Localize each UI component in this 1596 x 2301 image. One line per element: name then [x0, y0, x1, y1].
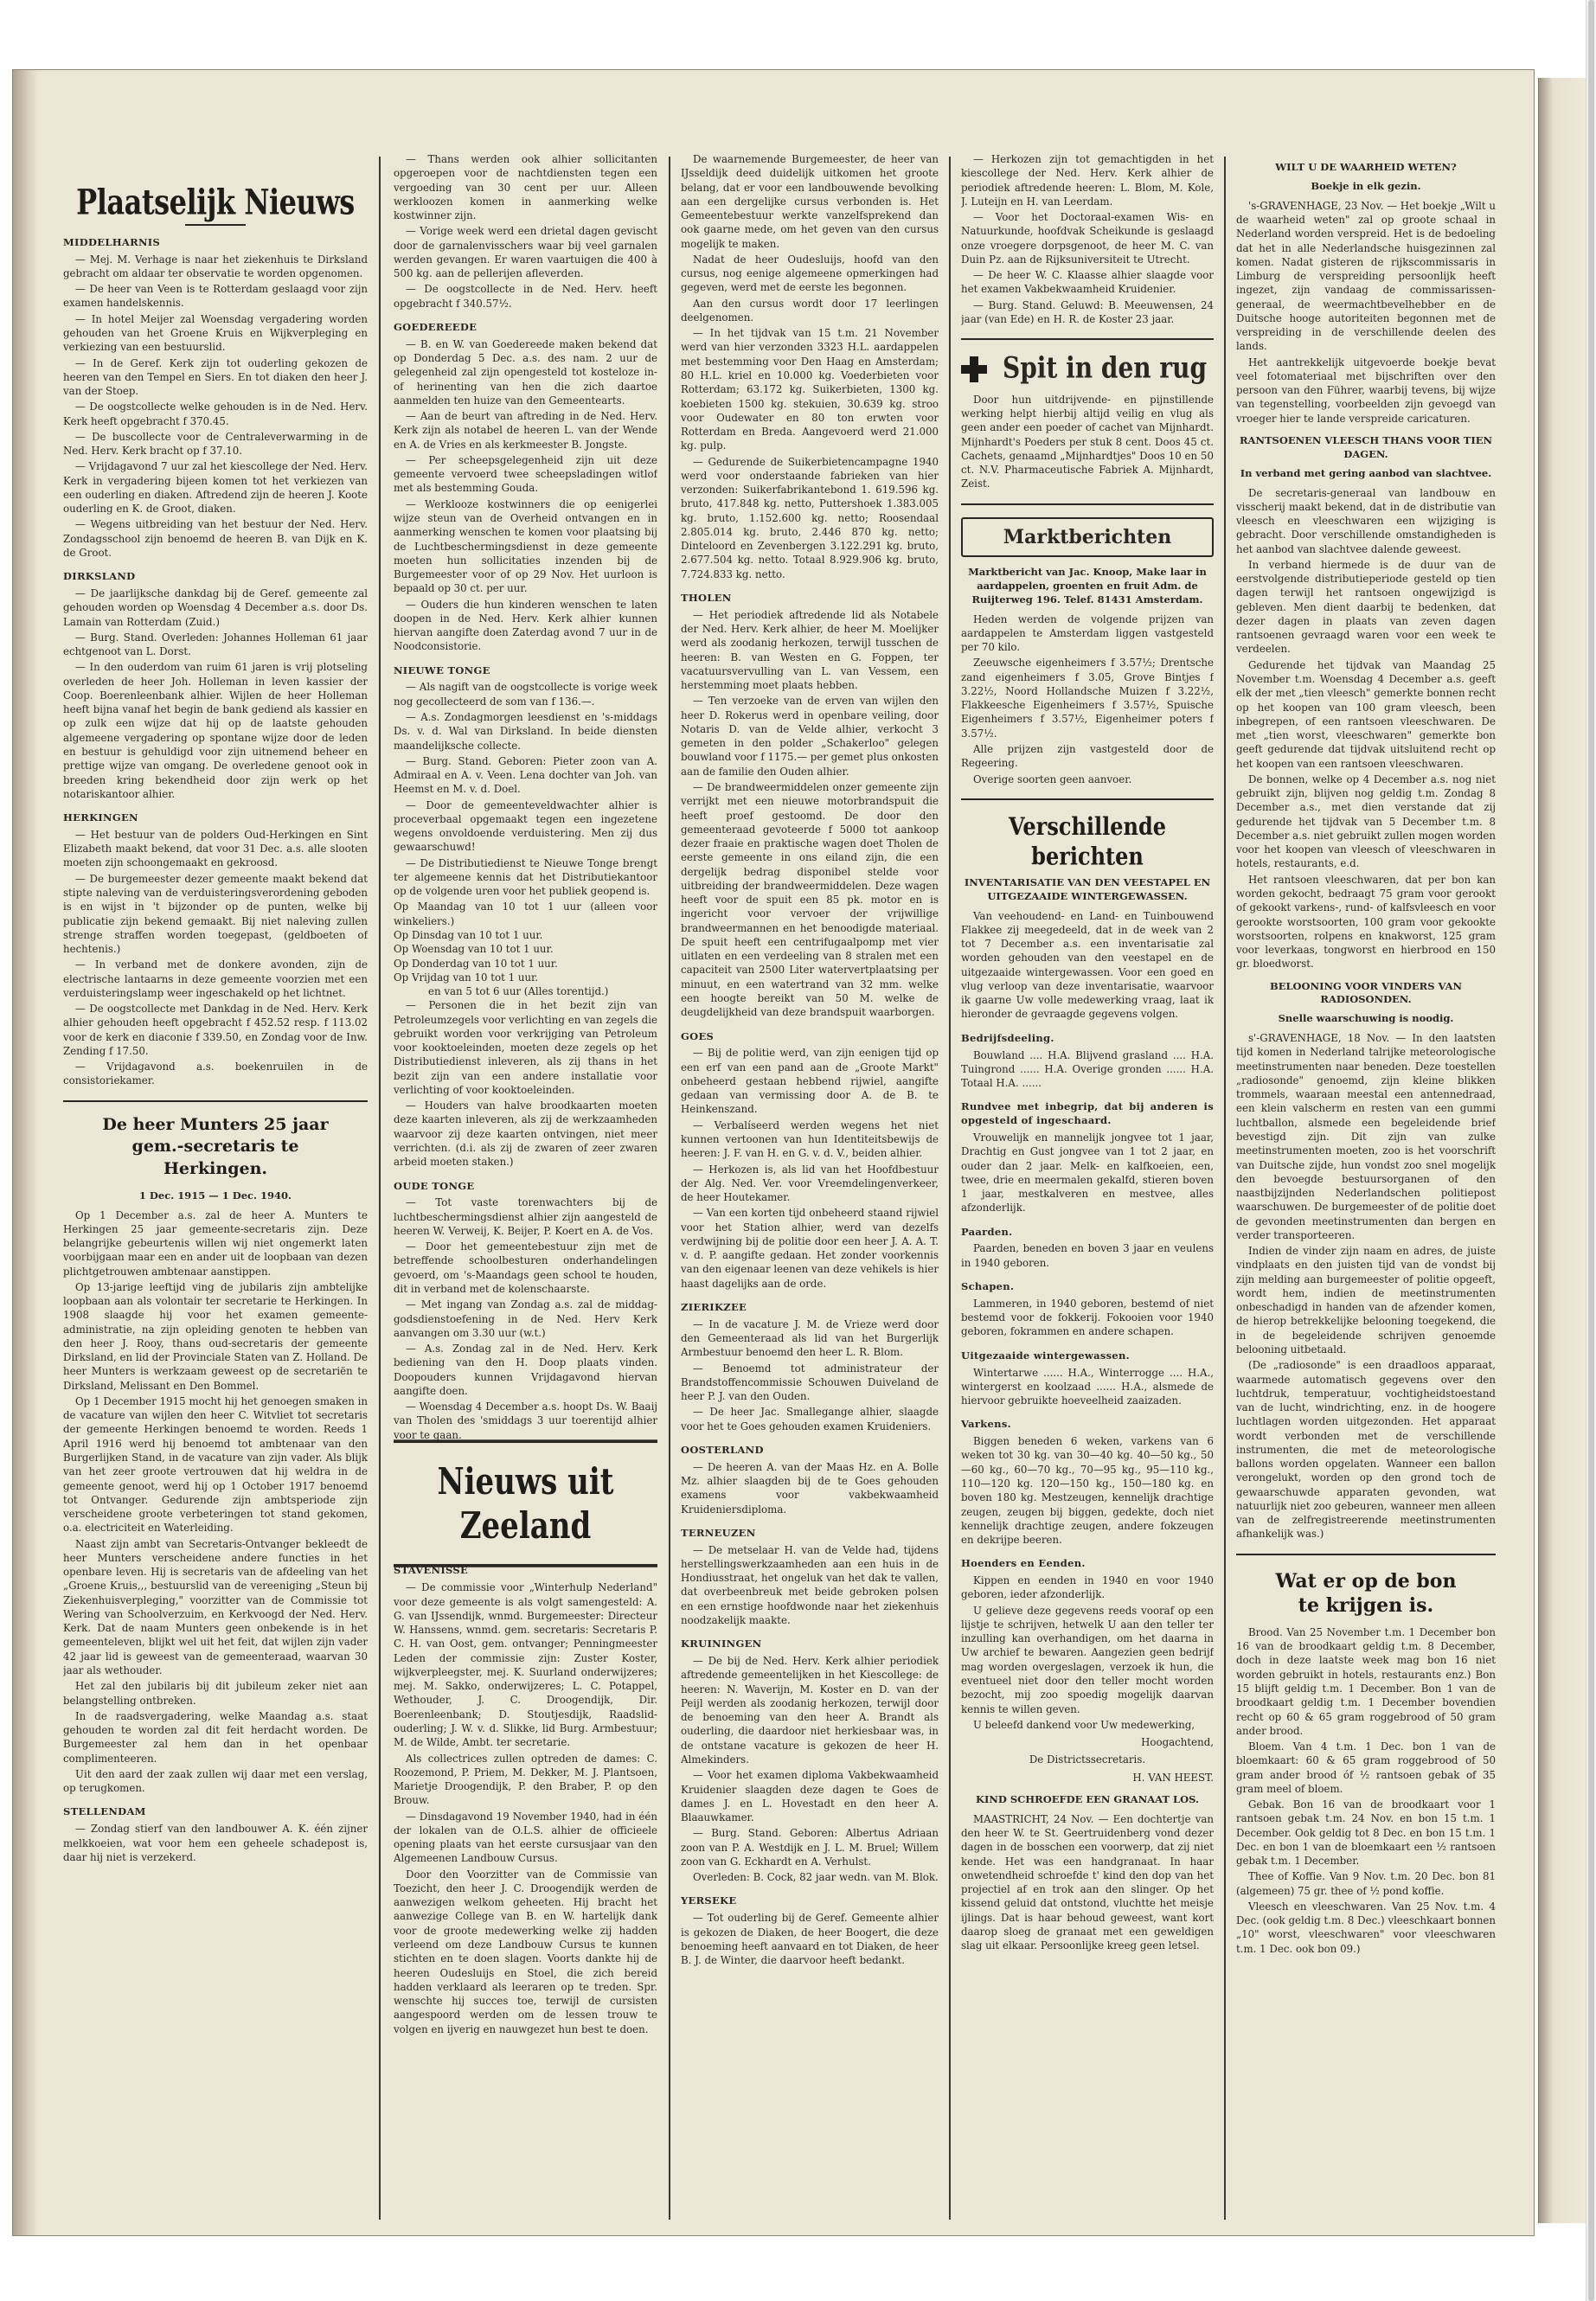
news-item: — In hotel Meijer zal Woensdag vergadering worden gehouden van het Groene Kruis en Wijkverpleging en verkiezing van een bestuurslid. [63, 312, 368, 354]
news-item: — In den ouderdom van ruim 61 jaren is vrij plotseling overleden de heer Joh. Holleman in leven kassier der Coop. Boerenleenbank alhier. Wijlen de heer Holleman heeft bijna vanaf het begin de bank gediend als kassier en op zulk een wijze dat hij op de laatste gehouden algemeene vergadering op spontane wijze door de leden en bestuur is gehuldigd voor zijn uitnemend beheer en prettige wijze van omgang. De overledene genoot ook in breeden kring bekendheid door zijn werk op het notariskantoor alhier. [63, 661, 368, 800]
office-hours-line: en van 5 tot 6 uur (Alles torentijd.) [428, 985, 609, 998]
news-item: — Met ingang van Zondag a.s. zal de middag-godsdienstoefening in de Ned. Herv Kerk aanvangen om 3.30 uur (w.t.) [394, 1298, 657, 1339]
section-title-plaatselijk-nieuws: Plaatselijk Nieuws [76, 182, 355, 223]
news-item: — De burgemeester dezer gemeente maakt bekend dat stipte naleving van de verduisteringsverordening geboden is en wijst in 't bijzonder op de punten, welke bij publicatie zijn bekend gemaakt. Bij niet naleving zullen strenge straffen worden toegepast, (geldboeten of hechtenis.) [63, 872, 368, 956]
headline-line: De heer Munters 25 jaar [102, 1114, 329, 1134]
article-paragraph: Het aantrekkelijk uitgevoerde boekje bevat veel fotomateriaal met bijschriften over den persoon van den Führer, waarbij tevens, bij wijze van tegenstelling, voorbeelden zijn gevoegd van vroeger hier te lande verspreide caricaturen. [1236, 356, 1496, 425]
news-item: — Benoemd tot administrateur der Brandstoffencommissie Schouwen Duiveland de heer P. J. van den Ouden. [681, 1362, 939, 1403]
article-paragraph: Op 1 December a.s. zal de heer A. Munters te Herkingen 25 jaar gemeente-secretaris zijn. Deze belangrijke gebeurtenis willen wij niet ongemerkt laten voorbijgaan maar een en ander uit de loopbaan van dezen plichtgetrouwen ambtenaar aanstippen. [63, 1208, 368, 1278]
place-heading: GOEDEREEDE [394, 320, 478, 333]
office-hours-line: Op Woensdag van 10 tot 1 uur. [394, 943, 554, 956]
news-item: — Vrijdagavond 7 uur zal het kiescollege der Ned. Herv. Kerk in vergadering bijeen komen tot het verkiezen van een ouderling en diaken. Aftredend zijn de heeren J. Koote ouderling en K. de Groot, diaken. [63, 460, 368, 516]
place-heading: MIDDELHARNIS [63, 235, 161, 248]
place-heading: OUDE TONGE [394, 1179, 475, 1192]
news-item: — Wegens uitbreiding van het bestuur der Ned. Herv. Zondagsschool zijn benoemd de heeren B. van Dijk en K. de Groot. [63, 518, 368, 559]
news-item: — De bij de Ned. Herv. Kerk alhier periodiek aftredende gemeentelijken in het Kiescollege: de heeren: N. Waverijn, M. Koster en D. van der Peijl werden als zoodanig herkozen, terwijl door de benoeming van den heer A. Brandt als ouderling, die daardoor niet herkiesbaar was, in de ontstane vacature is gekozen de heer H. Almekinders. [681, 1655, 939, 1766]
article-dates: 1 Dec. 1915 — 1 Dec. 1940. [138, 1189, 292, 1202]
news-item: — In verband met de donkere avonden, zijn de electrische lantaarns in deze gemeente voorzien met een verduisteringslamp weer ingeschakeld op het lichtnet. [63, 958, 368, 999]
news-item: De waarnemende Burgemeester, de heer van IJsseldijk deed duidelijk uitkomen het groote belang, dat er voor een landbouwende bevolking aan een dergelijke cursus verbonden is. Het Gemeentebestuur werkte vanzelfsprekend dan ook gaarne mede, om het geven van den cursus mogelijk te maken. [681, 153, 939, 250]
article-subheadline: Snelle waarschuwing is noodig. [1278, 1012, 1454, 1025]
place-heading: KRUININGEN [681, 1638, 762, 1650]
column-3 [681, 152, 939, 2224]
news-item: — De heeren A. van der Maas Hz. en A. Bolle Mz. alhier slaagden bij de te Goes gehouden examens voor vakbekwaamheid Kruideniersdiploma. [681, 1460, 939, 1516]
column-rule [1224, 157, 1226, 2220]
news-item: — Vrijdagavond a.s. boekenruilen in de consistoriekamer. [63, 1061, 368, 1087]
page-binding-shadow [13, 70, 39, 2235]
news-item: — De commissie voor „Winterhulp Nederland" voor deze gemeente is als volgt samengesteld: A. G. van IJssendijk, wnmd. Burgemeester: Directeur W. Hanssens, wnmd. gem. secretaris: Secretaris P. C. H. van Oost, gem. ontvanger; Penningmeester Leden der commissie zijn: Zuster Koster, wijkverpleegster, mej. K. Suurland onderwijzeres; mej. M. Sakko, onderwijzeres; L. C. Potappel, Wethouder, J. C. Droogendijk, Dir. Boerenleenbank; D. Stoutjesdijk, Raadslid-ouderling; J. W. v. d. Slikke, lid Burg. Armbestuur; M. de Wilde, Ambt. ter secretarie. [394, 1581, 657, 1749]
news-item: — De Distributiedienst te Nieuwe Tonge brengt ter algemeene kennis dat het Distributiekantoor op de volgende uren voor het publiek geopend is. [394, 856, 657, 898]
pharmacy-cross-icon [961, 356, 987, 382]
news-item: — In de vacature J. M. de Vrieze werd door den Gemeenteraad als lid van het Burgerlijk Armbestuur benoemd den heer L. R. Blom. [681, 1317, 939, 1359]
place-heading: OOSTERLAND [681, 1443, 764, 1456]
column-rule [669, 157, 670, 2220]
subheading: Uitgezaaide wintergewassen. [961, 1349, 1130, 1362]
article-paragraph: De secretaris-generaal van landbouw en visscherij maakt bekend, dat in de distributie van vleesch en vleeschwaren een wijziging is gebracht. Door verschillende omstandigheden is het aanbod van slachtvee dalende geweest. [1236, 486, 1496, 555]
column-2 [394, 152, 657, 2224]
news-item: — Tot ouderling bij de Geref. Gemeente alhier is gekozen de Diaken, de heer Boogert, die deze benoeming heeft aanvaard en tot Diaken, de heer B. J. de Winter, die daarvoor heeft bedankt. [681, 1912, 939, 1967]
article-paragraph: Uit den aard der zaak zullen wij daar met een verslag, op terugkomen. [63, 1767, 368, 1795]
column-rule [379, 157, 381, 2220]
market-prices: Zeeuwsche eigenheimers f 3.57½; Drentsche zand eigenheimers f 3.05, Grove Bintjes f 3.22½, Noord Hollandsche Muizen f 3.22½, Flakkeesche Eigenheimers f 3.57½, Spuische Eigenheimers f 3.57½, Eigenheimer poters f 3.57½. [961, 657, 1214, 740]
article-paragraph: U gelieve deze gegevens reeds vooraf op een lijstje te schrijven, hetwelk U aan den teller ter inzulling kan overhandigen, om het daarna in Uw archief te bewaren. Aangezien geen bedrijf mag worden overgeslagen, verzoek ik hun, die eventueel niet door den teller mocht worden bezocht, mij zoo spoedig mogelijk daarvan kennis te willen geven. [961, 1604, 1214, 1715]
article-subheadline: Boekje in elk gezin. [1311, 179, 1421, 192]
advertisement-title: Spit in den rug [1003, 350, 1208, 386]
ration-item: Brood. Van 25 November t.m. 1 December bon 16 van de broodkaart geldig t.m. 8 December, doch in deze laatste week mag bon 16 niet worden gebruikt in hotels, restaurants enz.) Bon 15 blijft geldig t.m. 1 December. Bon 1 van de broodkaart geldig t.m. 1 December bovendien recht op 60 & 65 gram roggebrood of 50 gram ander brood. [1236, 1625, 1496, 1737]
subheading: Schapen. [961, 1280, 1015, 1292]
news-item: — Dinsdagavond 19 November 1940, had in één der lokalen van de O.L.S. alhier de officieele opening plaats van het eerste cursusjaar van den Algemeenen Landbouw Cursus. [394, 1810, 657, 1865]
section-divider [961, 338, 1214, 340]
article-paragraph: Naast zijn ambt van Secretaris-Ontvanger bekleedt de heer Munters verscheidene andere functies in het openbare leven. Hij is secretaris van de afdeeling van het „Groene Kruis,,, bestuurslid van de vereeniging „Steun bij Ziekenhuisverpleging," voorzitter van de Commissie tot Wering van Schoolverzuim, en Kerkvoogd der Ned. Herv. Kerk. Dat de naam Munters geen onbekende is in het gemeenteleven, blijkt wel uit het feit, dat wijlen zijn vader 42 jaar lid is geweest van de gemeenteraad, waarvan 30 jaar als wethouder. [63, 1537, 368, 1676]
title-underline [185, 224, 246, 226]
news-item: — Houders van halve broodkaarten moeten deze kaarten inleveren, als zij de werkzaamheden waarvoor zij deze kaarten ontvingen, niet meer verrichten. (d.i. als zij de zwaren of zeer zwaren arbeid moeten staken.) [394, 1099, 657, 1169]
office-hours-line: Op Maandag van 10 tot 1 uur (alleen voor winkeliers.) [394, 901, 657, 927]
article-paragraph: De bonnen, welke op 4 December a.s. nog niet gebruikt zijn, blijven nog geldig t.m. Zondag 8 December a.s., met dien verstande dat zij gedurende het tijdvak van 5 December t.m. 8 December a.s. niet gebruikt zullen mogen worden voor het koopen van vleesch of vleeschwaren in hotels, restaurants, e.d. [1236, 772, 1496, 870]
place-heading: GOES [681, 1029, 715, 1042]
article-headline: WILT U DE WAARHEID WETEN? [1275, 161, 1457, 173]
place-heading: DIRKSLAND [63, 570, 136, 583]
article-paragraph: Biggen beneden 6 weken, varkens van 6 weken tot 30 kg. van 30—40 kg. 40—50 kg., 50—60 kg., 60—70 kg., 70—95 kg., 95—110 kg., 110—120 kg. 120—150 kg., 150—180 kg. en boven 180 kg. Mestzeugen, kennelijk drachtige zeugen, zeugen bij biggen, gedekte, doch niet kennelijk drachtige zeugen, andere fokzeugen en dekrijpe beeren. [961, 1435, 1214, 1547]
headline-line: te krijgen is. [1298, 1594, 1434, 1618]
news-item: — A.s. Zondag zal in de Ned. Herv. Kerk bediening van den H. Doop plaats vinden. Doopouders kunnen Vrijdagavond hiervan aangifte doen. [394, 1343, 657, 1397]
subheading: Hoenders en Eenden. [961, 1557, 1086, 1570]
article-paragraph: 's-GRAVENHAGE, 23 Nov. — Het boekje „Wilt u de waarheid weten" zal op groote schaal in Nederland worden verspreid. Het is de bedoeling dat het in alle Nederlandsche huisgezinnen zal komen. Nadat gisteren de rijkscommissaris in Limburg de verspreiding persoonlijk heeft ingezet, zijn vandaag de commissarissen-generaal, de weermachtbevelhebber en de Duitsche hooge autoriteiten begonnen met de verspreiding in de verschillende deelen des lands. [1236, 199, 1496, 353]
article-paragraph: In de raadsvergadering, welke Maandag a.s. staat gehouden te worden zal dit feit herdacht worden. De Burgemeester zal hem dan in het openbaar complimenteeren. [63, 1709, 368, 1765]
advertisement-text: Door hun uitdrijvende- en pijnstillende werking helpt hierbij altijd veilig en vlug als geen ander een poeder of cachet van Mijnhardt. Mijnhardt's Poeders per stuk 8 cent. Doos 45 ct. Cachets, genaamd „Mijnhardtjes" Doos 10 en 50 ct. N.V. Pharmaceutische Fabriek A. Mijnhardt, Zeist. [961, 393, 1214, 490]
market-text: Heden werden de volgende prijzen van aardappelen te Amsterdam liggen vastgesteld per 70 kilo. [961, 612, 1214, 654]
news-item: — Burg. Stand. Geboren: Albertus Adriaan zoon van P. A. Westdijk en J. L. M. Bruel; Willem zoon van G. Eckhardt en A. Verhulst. [681, 1827, 939, 1868]
news-item: — Burg. Stand. Overleden: Johannes Holleman 61 jaar echtgenoot van L. Dorst. [63, 631, 368, 658]
article-paragraph: Op 1 December 1915 mocht hij het genoegen smaken in de vacature van wijlen den heer C. Witvliet tot secretaris der gemeente Herkingen benoemd te worden. Reeds 1 April 1916 werd hij benoemd tot ambtenaar van den Burgerlijken Stand, in de vacature van zijn vader. Als blijk van het zeer groote vertrouwen dat hij weldra in de gemeente genoot, werd hij op 1 October 1917 benoemd tot Ontvanger. Gedurende zijn ambtsperiode zijn verscheidene groote verbeteringen tot stand gekomen, o.a. electriciteit en Waterleiding. [63, 1394, 368, 1535]
article-paragraph: Lammeren, in 1940 geboren, bestemd of niet bestemd voor de fokkerij. Fokooien voor 1940 geboren, fokrammen en andere schapen. [961, 1297, 1214, 1338]
news-item: — In de Geref. Kerk zijn tot ouderling gekozen de heeren van den Tempel en Siers. En tot diaken den heer J. van der Stoep. [63, 356, 368, 398]
article-paragraph: Het rantsoen vleeschwaren, dat per bon kan worden gekocht, bedraagt 75 gram voor gerookt of gekookt varkens-, rund- of kalfsvleesch en voor gerookte worstsoorten, 100 gram voor gekookte worstsoorten, rolpens en knakworst, 125 gram voor leverkaas, tongworst en hierbrood en 150 gr. bloedworst. [1236, 873, 1496, 971]
news-item: — De brandweermiddelen onzer gemeente zijn verrijkt met een nieuwe motorbrandspuit die heeft proef gestoomd. De door den gemeenteraad gevoteerde f 5000 tot aankoop dezer fraaie en praktische wagen doet Tholen de eerste gemeente in ons eiland zijn, die een dergelijk bedrag disponibel stelde voor uitbreiding der brandweermiddelen. Deze wagen heeft voor de spuit een 85 pk. motor en is ingericht voor vervoer der vrijwillige brandweermannen en het benoodigde materiaal. De spuit heeft een centrifugaalpomp met vier uitlaten en een verdeeling van 8 stralen met een capaciteit van 2500 Liter watervertplaatsing per minuut, en een watertrand van 32 mm. welke een hoogte bereikt van 50 M. welke de deugdelijkheid van deze brandspuit waarborgen. [681, 781, 939, 1019]
place-heading: ZIERIKZEE [681, 1300, 747, 1313]
news-item: — Ouders die hun kinderen wenschen te laten doopen in de Ned. Herv. Kerk alhier kunnen hiervan aangifte doen Zaterdag avond 7 uur in de Noodconsistorie. [394, 598, 657, 653]
news-item: — De heer Jac. Smallegange alhier, slaagde voor het te Goes gehouden examen Kruideniers. [681, 1406, 939, 1433]
article-paragraph: Wintertarwe ...... H.A., Winterrogge .... H.A., wintergerst en koolzaad ...... H.A., alsmede de hiervoor gebruikte hoeveelheid zaaizaden. [961, 1366, 1214, 1407]
news-item: — De jaarlijksche dankdag bij de Geref. gemeente zal gehouden worden op Woensdag 4 December a.s. door Ds. Lamain van Rotterdam (Zuid.) [63, 587, 368, 628]
news-item: — De oogstcollecte welke gehouden is in de Ned. Herv. Kerk heeft opgebracht f 370.45. [63, 401, 368, 427]
advertisement-header [961, 352, 1214, 386]
article-subheadline: In verband met gering aanbod van slachtvee. [1240, 466, 1492, 479]
news-item: — Als nagift van de oogstcollecte is vorige week nog gecollecteerd de som van f 136.—. [394, 681, 657, 708]
article-paragraph: s'-GRAVENHAGE, 18 Nov. — In den laatsten tijd komen in Nederland talrijke meteorologische meetinstrumenten naar beneden. Deze toestellen „radiosonde" genoemd, zijn kleine blikken trommels, waaraan meestal een antennedraad, een klein valscherm en resten van een gummi luchtballon, alsmede een begeleidende brief bevestigd zijn. Dit zijn van zulke meetinstrumenten moeten, zoo is het voorschrift van Duitsche zijde, hun vondst zoo snel mogelijk den bevoegde bestuursorganen of den naastbijzijnden Nederlandschen politiepost waarschuwen. De burgemeester of de politie doet de gevonden meetinstrumenten dan bergen en verder transporteeren. [1236, 1032, 1496, 1241]
news-item: — De metselaar H. van de Velde had, tijdens herstellingswerkzaamheden aan een huis in de Hondiusstraat, het ongeluk van het dak te vallen, dat overbeenbreuk met beide gebroken polsen en een ernstige hoofdwonde naar het ziekenhuis noodzakelijk maakte. [681, 1543, 939, 1626]
news-item: — Tot vaste torenwachters bij de luchtbeschermingsdienst alhier zijn aangesteld de heeren W. Verweij, K. Beijer, P. Koert en A. de Vos. [394, 1196, 657, 1237]
article-paragraph: Indien de vinder zijn naam en adres, de juiste vindplaats en den juisten tijd van de vondst bij zijn melding aan burgemeester of politie opgeeft, wordt hem, indien de meetinstrumenten onbeschadigd in handen van de afzender komen, de hierop betrekkelijke belooning toegekend, die in de begeleidende schrijven genoemde belooning uitbetaald. [1236, 1245, 1496, 1356]
signature-name: H. VAN HEEST. [1132, 1771, 1214, 1784]
place-heading: THOLEN [681, 591, 732, 604]
section-title-wat-er-op-de-bon [1236, 1569, 1496, 1618]
signature-line: Hoogachtend, [1141, 1736, 1214, 1749]
news-item: — A.s. Zondagmorgen leesdienst en 's-middags Ds. v. d. Wal van Dirksland. In beide diensten maandelijksche collecte. [394, 711, 657, 752]
news-item: — Door het gemeentebestuur zijn met de betreffende schoolbesturen onderhandelingen gevoerd, om 's-Maandags geen school te houden, dit in verband met de kolenschaarste. [394, 1240, 657, 1295]
subheading: Bedrijfsdeeling. [961, 1031, 1054, 1044]
news-item: — Voor het examen diploma Vakbekwaamheid Kruidenier slaagden deze dagen te Goes de dames J. en L. Hovestadt en den heer A. Blaauwkamer. [681, 1769, 939, 1824]
news-item: — Verbalíseerd werden wegens het niet kunnen vertoonen van hun Identiteitsbewijs de heeren: J. F. van H. en G. v. d. V., beiden alhier. [681, 1118, 939, 1160]
news-item: — Vorige week werd een drietal dagen gevischt door de garnalenvisschers waar bij veel garnalen werden gevangen. Er waren vaartuigen die 400 à 500 kg. aan de pellerijen afleverden. [394, 225, 657, 280]
adjacent-page-edge [1538, 78, 1586, 2223]
column-rule [949, 157, 951, 2220]
place-heading: STELLENDAM [63, 1805, 146, 1818]
article-paragraph: Bouwland .... H.A. Blijvend grasland .... H.A. Tuingrond ...... H.A. Overige gronden ...... H.A. Totaal H.A. ...... [961, 1048, 1214, 1090]
article-paragraph: Het zal den jubilaris bij dit jubileum zeker niet aan belangstelling ontbreken. [63, 1680, 368, 1707]
news-item: Nadat de heer Oudesluijs, hoofd van den cursus, nog eenige algemeene opmerkingen had gegeven, werd met de eerste les begonnen. [681, 253, 939, 294]
news-item: — Burg. Stand. Geluwd: B. Meeuwensen, 24 jaar (van Ede) en H. R. de Koster 23 jaar. [961, 298, 1214, 325]
news-item: — De oogstcollecte met Dankdag in de Ned. Herv. Kerk alhier gehouden heeft opgebracht f 452.52 resp. f 113.02 voor de kerk en diaconie f 339.50, en Zondag voor de Inw. Zending f 17.50. [63, 1003, 368, 1057]
section-title-verschillende-berichten: Verschillende berichten [1008, 811, 1167, 871]
signature-line: De Districtssecretaris. [1029, 1753, 1146, 1766]
subheading: Rundvee met inbegrip, dat bij anderen is opgesteld of ingeschaard. [961, 1100, 1214, 1127]
article-paragraph: Van veehoudend- en Land- en Tuinbouwend Flakkee zij meegedeeld, dat in de week van 2 tot 7 December a.s. een inventarisatie zal worden gehouden van den veestapel en de uitgezaaide wintergewassen. Voor een goed en vlug verloop van deze inventarisatie, waarvoor ik gaarne Uw volle medewerking vraag, laat ik hieronder de gevraagde gegevens volgen. [961, 909, 1214, 1021]
column-1 [63, 152, 368, 2224]
article-headline: KIND SCHROEFDE EEN GRANAAT LOS. [975, 1792, 1200, 1805]
section-divider [961, 503, 1214, 505]
news-item: — De heer W. C. Klaasse alhier slaagde voor het examen Vakbekwaamheid Kruidenier. [961, 269, 1214, 296]
section-divider [1236, 1554, 1496, 1555]
news-item: — Woensdag 4 December a.s. hoopt Ds. W. Baaij van Tholen des 'smiddags 3 uur toerentijd alhier voor te gaan. [394, 1400, 657, 1441]
news-item: Als collectrices zullen optreden de dames: C. Roozemond, P. Priem, M. Dekker, M. J. Plantsoen, Marietje Droogendijk, P. den Braber, P. op den Brouw. [394, 1752, 657, 1807]
news-item: — Gedurende de Suikerbietencampagne 1940 werd voor onderstaande fabrieken van hier verzonden: Suikerfabrikantebond 1. 619.596 kg. bruto, 417.848 kg. netto, Puttershoek 1.383.005 kg. bruto, 1.152.600 kg. netto; Roosendaal 2.805.014 kg. bruto, 2.446 870 kg. netto; Dinteloord en Zevenbergen 3.122.291 kg. bruto, 2.677.504 kg. netto. Totaal 8.929.906 kg. bruto, 7.724.833 kg. netto. [681, 455, 939, 580]
place-heading: TERNEUZEN [681, 1526, 756, 1539]
article-paragraph: Gedurende het tijdvak van Maandag 25 November t.m. Woensdag 4 December a.s. geeft elk der met „tien vleesch" gemerkte bonnen recht op het koopen van 100 gram vleesch, been inbegrepen, of een rantsoen vleeschwaren. De met „tien worst, vleeschwaren" gemerkte bon geeft gedurende dat tijdvak uitsluitend recht op het koopen van een rantsoen vleeschwaren. [1236, 658, 1496, 770]
news-item: — Aan de beurt van aftreding in de Ned. Herv. Kerk zijn als notabel de heeren L. van der Wende en A. de Vries en als kerkmeester B. Jongste. [394, 410, 657, 451]
article-headline: INVENTARISATIE VAN DEN VEESTAPEL EN UITGEZAAIDE WINTERGEWASSEN. [964, 875, 1211, 902]
news-item: — Van een korten tijd onbeheerd staand rijwiel voor het Station alhier, werd van dezelfs verdwijning bij de politie door een heer J. A. A. T. v. d. P. aangifte gedaan. Het zonder voorkennis van den eigenaar leenen van deze vehikels is hier haast dagelijks aan de orde. [681, 1207, 939, 1290]
news-item: — Voor het Doctoraal-examen Wis- en Natuurkunde, hoofdvak Scheikunde is geslaagd onze vroegere dorpsgenoot, de heer M. C. van Duin Pz. aan de Rijksuniversiteit te Utrecht. [961, 211, 1214, 266]
article-headline: BELOONING VOOR VINDERS VAN RADIOSONDEN. [1269, 979, 1463, 1006]
news-item: — Mej. M. Verhage is naar het ziekenhuis te Dirksland gebracht om aldaar ter observatie te worden opgenomen. [63, 253, 368, 279]
scrollbar-thumb[interactable] [1588, 0, 1594, 2301]
news-item: Door den Voorzitter van de Commissie van Toezicht, den heer J. C. Droogendijk werden de aanwezigen welkom geheeten. Hij bracht het aanwezige College van B. en W. hartelijk dank voor de groote medewerking welke zij hadden verleend om deze Landbouw Cursus te kunnen stichten en te doen slagen. Voorts dankte hij de heeren Oudesluijs en Stoel, die zich bereid hadden verklaard als leeraren op te treden. Spr. wenschte hij succes toe, terwijl de cursisten aangespoord werden om de lessen trouw te volgen en ijverig en nauwgezet hun best te doen. [394, 1868, 657, 2035]
headline-line: Wat er op de bon [1275, 1569, 1457, 1593]
article-paragraph: Vrouwelijk en mannelijk jongvee tot 1 jaar, Drachtig en Gust jongvee van 1 tot 2 jaar, en ouder dan 2 jaar. Melk- en kalfkoeien, een, twee, drie en meermalen gekalfd, stieren boven 1 jaar, mestkalveren en mestvee, alles afzonderlijk. [961, 1131, 1214, 1215]
news-item: Overleden: B. Cock, 82 jaar wedn. van M. Blok. [693, 1871, 939, 1884]
news-item: — Ten verzoeke van de erven van wijlen den heer D. Rokerus werd in openbare veiling, door Notaris D. van de Velde alhier, verkocht 3 gemeten in den polder „Schakerloo" gelegen bouwland voor f 1175.— per gemet plus onkosten aan de familie den Ouden alhier. [681, 695, 939, 778]
news-item: — Werklooze kostwinners die op eenigerlei wijze steun van de Overheid ontvangen en in aanmerking wenschen te komen voor plaatsing bij de Luchtbeschermingsdienst in deze gemeente moeten hun sollicitaties inzenden bij de Burgemeester voor of op 29 Nov. Het uurloon is bepaald op 30 ct. per uur. [394, 497, 657, 595]
news-item: — Thans werden ook alhier sollicitanten opgeroepen voor de nachtdiensten tegen een vergoeding van 30 cent per uur. Alleen werkloozen komen in aanmerking welke kostwinner zijn. [394, 153, 657, 222]
news-item: — De oogstcollecte in de Ned. Herv. heeft opgebracht f 340.57½. [394, 283, 657, 310]
market-text: Overige soorten geen aanvoer. [973, 772, 1132, 785]
article-paragraph: MAASTRICHT, 24 Nov. — Een dochtertje van den heer W. te St. Geertruidenberg vond dezer dagen in de bosschen een voorwerp, dat zij niet kende. Het was een handgranaat. In haar onwetendheid schroefde t' kind den dop van het projectiel af en trok aan den slinger. Op het kissend geluid dat ontstond, vluchtte het meisje ijlings. Dat is haar behoud geweest, want kort daarop sloeg de granaat met een geweldigen slag uit elkaar. Persoonlijke kreeg geen letsel. [961, 1812, 1214, 1952]
section-title-marktberichten: Marktberichten [961, 517, 1214, 557]
market-source: Marktbericht van Jac. Knoop, Make laar in aardappelen, groenten en fruit Adm. de Ruijterweg 196. Telef. 81431 Amsterdam. [968, 566, 1207, 606]
news-item: — Per scheepsgelegenheid zijn uit deze gemeente vervoerd twee scheepsladingen witlof met als bestemming Gouda. [394, 453, 657, 495]
market-text: Alle prijzen zijn vastgesteld door de Regeering. [961, 743, 1214, 770]
news-item: — Bij de politie werd, van zijn eenigen tijd op een erf van een pand aan de „Groote Markt" onbeheerd gestaan hebbend rijwiel, aangifte gedaan van vermissing door A. de B. te Heinkenszand. [681, 1047, 939, 1116]
news-item: — Het bestuur van de polders Oud-Herkingen en Sint Elizabeth maakt bekend, dat voor 31 Dec. a.s. alle slooten moeten zijn schoongemaakt en gekroosd. [63, 828, 368, 869]
ration-item: Bloem. Van 4 t.m. 1 Dec. bon 1 van de bloemkaart: 60 & 65 gram roggebrood of 50 gram ander brood óf ½ rantsoen gebak of 35 gram meel of bloem. [1236, 1740, 1496, 1795]
subheading: Varkens. [961, 1418, 1011, 1431]
article-paragraph: (De „radiosonde" is een draadloos apparaat, waarmede automatisch gegevens over den luchtdruk, temperatuur, vochtigheidstoestand van de lucht, windrichting, enz. in de hoogere luchtlagen worden uitgezonden. Het apparaat wordt verbonden met de verschillende instrumenten, die met de meteorologische ballons worden opgelaten. Wanneer een ballon verongelukt, worden op den grond toch de gewaarschuwde apparaten gevonden, wat natuurlijk niet zoo gebeuren, wanneer men alleen van de zelfregistreerende meetinstrumenten afhankelijk was.) [1236, 1359, 1496, 1541]
headline-line: gem.-secretaris te [131, 1137, 299, 1157]
ration-item: Gebak. Bon 16 van de broodkaart voor 1 rantsoen gebak t.m. 24 Nov. en bon 15 t.m. 1 December. Ook geldig tot 8 Dec. en bon 15 t.m. 1 Dec. en bon 1 van de bloemkaart een ½ rantsoen gebak t.m. 1 December. [1236, 1798, 1496, 1868]
article-paragraph: In verband hiermede is de duur van de eerstvolgende distributieperiode gesteld op tien dagen terwijl het rantsoen ongewijzigd is gebleven. Men dient daarbij te bedenken, dat dezer dagen in plaats van zeven dagen rantsoenen gevraagd waren voor een week te verdeelen. [1236, 558, 1496, 656]
column-5 [1236, 152, 1496, 2224]
place-heading: HERKINGEN [63, 811, 138, 824]
office-hours-line: Op Vrijdag van 10 tot 1 uur. [394, 971, 539, 984]
office-hours-line: Op Dinsdag van 10 tot 1 uur. [394, 929, 543, 941]
ration-item: Thee of Koffie. Van 9 Nov. t.m. 20 Dec. bon 81 (algemeen) 75 gr. thee of ½ pond koffie. [1236, 1870, 1496, 1897]
section-divider [63, 1100, 368, 1102]
article-paragraph: Kippen en eenden in 1940 en voor 1940 geboren, ieder afzonderlijk. [961, 1574, 1214, 1601]
news-item: — Door de gemeenteveldwachter alhier is proceverbaal opgemaakt tegen een ingezetene wegens onvoldoende verduistering. Men zij dus gewaarschuwd! [394, 798, 657, 854]
place-heading: STAVENISSE [394, 1564, 469, 1577]
article-paragraph: U beleefd dankend voor Uw medewerking, [973, 1718, 1195, 1731]
place-heading: YERSEKE [681, 1894, 737, 1907]
column-4 [961, 152, 1214, 2224]
vertical-scrollbar[interactable] [1586, 0, 1596, 2301]
section-divider [961, 798, 1214, 800]
place-heading: NIEUWE TONGE [394, 663, 490, 676]
news-item: — De buscollecte voor de Centraleverwarming in de Ned. Herv. Kerk bracht op f 37.10. [63, 430, 368, 458]
section-title-nieuws-uit-zeeland: Nieuws uit Zeeland [394, 1439, 657, 1567]
news-item: — B. en W. van Goedereede maken bekend dat op Donderdag 5 Dec. a.s. des nam. 2 uur de gelegenheid zal zijn opengesteld tot kosteloze in- of herinenting van hen die zich daartoe aanmelden ten huize van den Gemeentearts. [394, 337, 657, 407]
ration-item: Vleesch en vleeschwaren. Van 25 Nov. t.m. 4 Dec. (ook geldig t.m. 8 Dec.) vleeschkaart bonnen „10" worst, vleeschwaren" voor vleeschwaren t.m. 1 Dec. ook bon 09.) [1236, 1900, 1496, 1955]
newspaper-page [12, 69, 1535, 2236]
article-headline: RANTSOENEN VLEESCH THANS VOOR TIEN DAGEN. [1240, 433, 1492, 460]
subheading: Paarden. [961, 1225, 1013, 1238]
headline-line: Herkingen. [163, 1159, 268, 1178]
news-item: — Het periodiek aftredende lid als Notabele der Ned. Herv. Kerk alhier, de heer M. Moelijker werd als zoodanig herkozen, terwijl tusschen de heeren: B. van Westen en G. Foppen, ter vacatuursvervulling van L. van Vessem, een herstemming moet plaats hebben. [681, 608, 939, 692]
news-item: — De heer van Veen is te Rotterdam geslaagd voor zijn examen handelskennis. [63, 283, 368, 310]
article-headline [63, 1114, 368, 1181]
news-item: Aan den cursus wordt door 17 leerlingen deelgenomen. [681, 297, 939, 324]
news-item: — Burg. Stand. Geboren: Pieter zoon van A. Admiraal en A. v. Veen. Lena dochter van Joh. van Heemst en M. v. d. Doel. [394, 754, 657, 796]
article-paragraph: Op 13-jarige leeftijd ving de jubilaris zijn ambtelijke loopbaan aan als volontair ter secretarie te Herkingen. In 1908 slaagde hij voor het examen gemeente-administratie, na zijn opleiding genoten te hebben van den heer J. Rooy, thans oud-secretaris der gemeente Dirksland, en lid der Provinciale Staten van Z. Holland. De heer Munters is werkzaam geweest op de secretariën te Dirksland, Melissant en Den Bommel. [63, 1280, 368, 1392]
news-item: — Herkozen zijn tot gemachtigden in het kiescollege der Ned. Herv. Kerk alhier de periodiek aftredende heeren: L. Blom, M. Kole, J. Luteijn en H. van Leerdam. [961, 153, 1214, 208]
article-paragraph: Paarden, beneden en boven 3 jaar en veulens in 1940 geboren. [961, 1242, 1214, 1269]
office-hours-line: Op Donderdag van 10 tot 1 uur. [394, 957, 558, 970]
news-item: — Zondag stierf van den landbouwer A. K. één zijner melkkoeien, wat voor hem een geheele schadepost is, daar hij niet is verzekerd. [63, 1823, 368, 1863]
news-item: — Personen die in het bezit zijn van Petroleumzegels voor verlichting en van zegels die gebruikt worden voor verkrijging van Petroleum voor kooktoeleinden, moeten deze zegels op het Distributiedienst inleveren, als zij thans in het bezit zijn van een andere installatie voor verlichting of voor kooktoeleinden. [394, 999, 657, 1096]
news-item: — Herkozen is, als lid van het Hoofdbestuur der Alg. Ned. Ver. voor Vreemdelingenverkeer, de heer Houtekamer. [681, 1163, 939, 1204]
news-item: — In het tijdvak van 15 t.m. 21 November werd van hier verzonden 3323 H.L. aardappelen met bestemming voor Den Haag en Amsterdam; 80 H.L. kriel en 10.000 kg. Voederbieten voor Rotterdam; 63.172 kg. Suikerbieten, 1300 kg. koebieten 1500 kg. stekuien, 30.639 kg. stroo voor Oudewater en 80 ton erwten voor Rotterdam en Breda. Aangevoerd werd 21.000 kg. pulp. [681, 327, 939, 452]
